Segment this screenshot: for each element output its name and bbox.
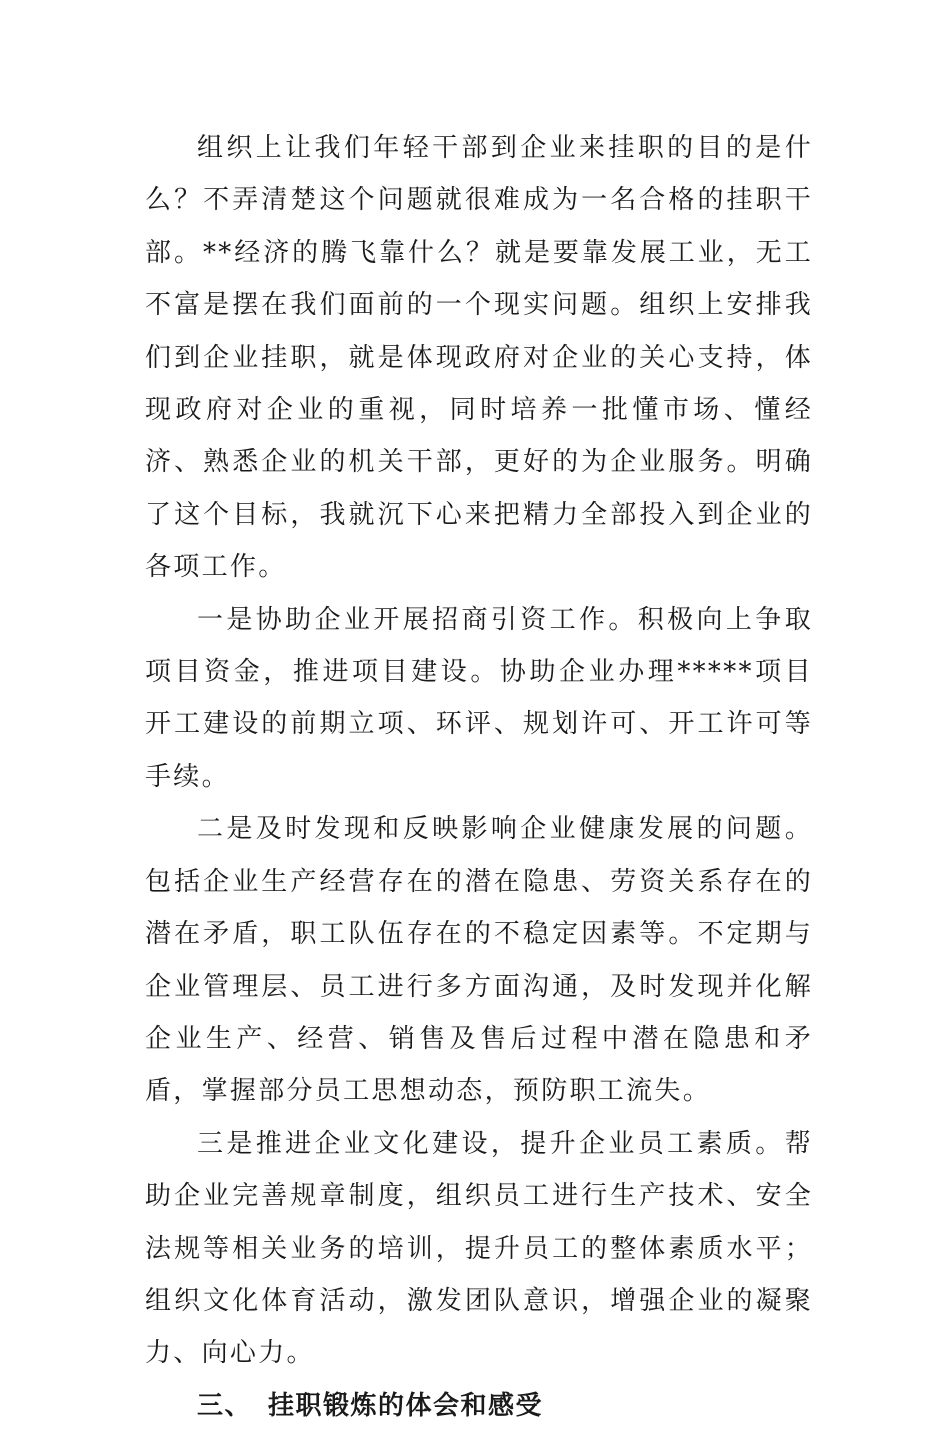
paragraph-purpose: 组织上让我们年轻干部到企业来挂职的目的是什么？不弄清楚这个问题就很难成为一名合格的挂职干部。**经济的腾飞靠什么？就是要靠发展工业，无工不富是摆在我们面前的一个现实问题。组织上安排我们到企业挂职，就是体现政府对企业的关心支持，体现政府对企业的重视，同时培养一批懂市场、懂经济、熟悉企业的机关干部，更好的为企业服务。明确了这个目标，我就沉下心来把精力全部投入到企业的各项工作。 [145,133,813,583]
paragraph-point-two: 二是及时发现和反映影响企业健康发展的问题。包括企业生产经营存在的潜在隐患、劳资关系存在的潜在矛盾，职工队伍存在的不稳定因素等。不定期与企业管理层、员工进行多方面沟通，及时发现并化解企业生产、经营、销售及售后过程中潜在隐患和矛盾，掌握部分员工思想动态，预防职工流失。 [145,814,813,1107]
document-body [145,122,813,1432]
section-heading-number: 三、 [197,1390,253,1421]
section-heading [145,1380,813,1432]
paragraph-point-three: 三是推进企业文化建设，提升企业员工素质。帮助企业完善规章制度，组织员工进行生产技术、安全法规等相关业务的培训，提升员工的整体素质水平；组织文化体育活动，激发团队意识，增强企业的凝聚力、向心力。 [145,1128,813,1369]
paragraph-point-one: 一是协助企业开展招商引资工作。积极向上争取项目资金，推进项目建设。协助企业办理*****项目开工建设的前期立项、环评、规划许可、开工许可等手续。 [145,604,813,792]
section-heading-title: 挂职锻炼的体会和感受 [268,1390,544,1421]
